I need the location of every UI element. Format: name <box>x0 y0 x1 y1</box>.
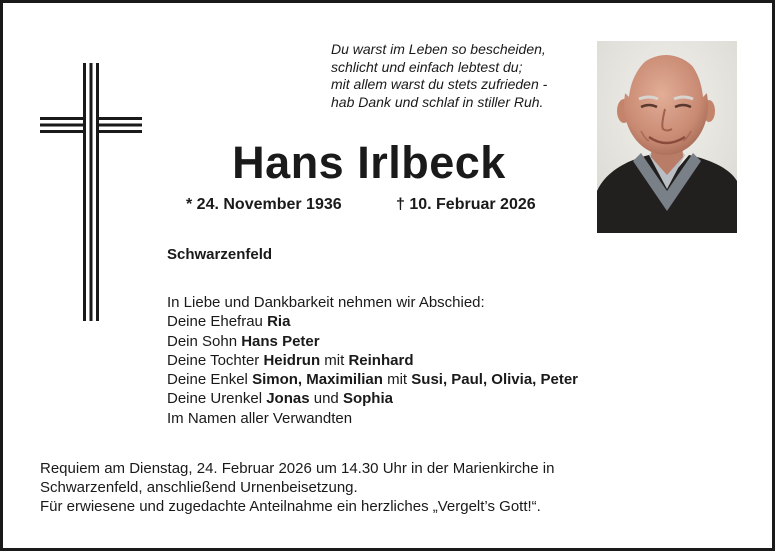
family-greatgrandchildren-line <box>167 389 578 408</box>
family-closing: Im Namen aller Verwandten <box>167 409 353 427</box>
family-intro: In Liebe und Dankbarkeit nehmen wir Abschied: <box>167 294 485 311</box>
family-grandchildren-line <box>167 370 578 389</box>
family-daughter-line <box>167 351 578 370</box>
daughter-name: Heidrun <box>263 351 321 369</box>
wife-label: Deine Ehefrau <box>167 313 268 331</box>
wife-name: Ria <box>267 313 291 331</box>
greatgrandchildren-connector: und <box>309 390 343 408</box>
grandchildren-names: Simon, Maximilian <box>252 371 383 389</box>
daughter-partner-name: Reinhard <box>348 351 414 369</box>
deceased-name: Hans Irlbeck <box>232 137 506 188</box>
greatgrandchildren-label: Deine Urenkel <box>167 390 267 408</box>
poem-line-3: mit allem warst du stets zufrieden - <box>331 76 548 92</box>
son-name: Hans Peter <box>241 332 320 350</box>
memorial-poem <box>331 41 591 111</box>
portrait-photo <box>597 41 737 233</box>
birth-date: * 24. November 1936 <box>186 196 342 213</box>
greatgrandchild-name-2: Sophia <box>342 390 393 408</box>
service-line-2: Schwarzenfeld, anschließend Urnenbeisetzung. <box>40 479 358 496</box>
daughter-label: Deine Tochter <box>167 351 264 369</box>
poem-line-2: schlicht und einfach lebtest du; <box>331 58 523 75</box>
hometown: Schwarzenfeld <box>167 246 273 263</box>
son-label: Dein Sohn <box>167 332 242 350</box>
service-line-3: Für erwiesene und zugedachte Anteilnahme ein herzliches „Vergelt’s Gott!“. <box>40 498 541 515</box>
poem-line-4: hab Dank und schlaf in stiller Ruh. <box>331 93 544 110</box>
family-list <box>167 293 578 428</box>
grandchildren-partner-names: Susi, Paul, Olivia, Peter <box>411 371 579 389</box>
service-line-1: Requiem am Dienstag, 24. Februar 2026 um 14.30 Uhr in der Marienkirche in <box>40 460 555 477</box>
grandchildren-label: Deine Enkel <box>167 371 253 389</box>
family-wife-line <box>167 312 578 331</box>
grandchildren-connector: mit <box>382 371 412 389</box>
death-date: † 10. Februar 2026 <box>396 196 536 213</box>
greatgrandchild-name-1: Jonas <box>266 390 310 408</box>
cross-icon <box>40 63 142 321</box>
daughter-connector: mit <box>320 351 349 369</box>
poem-line-1: Du warst im Leben so bescheiden, <box>331 41 546 57</box>
service-info <box>40 459 554 516</box>
family-son-line <box>167 332 578 351</box>
